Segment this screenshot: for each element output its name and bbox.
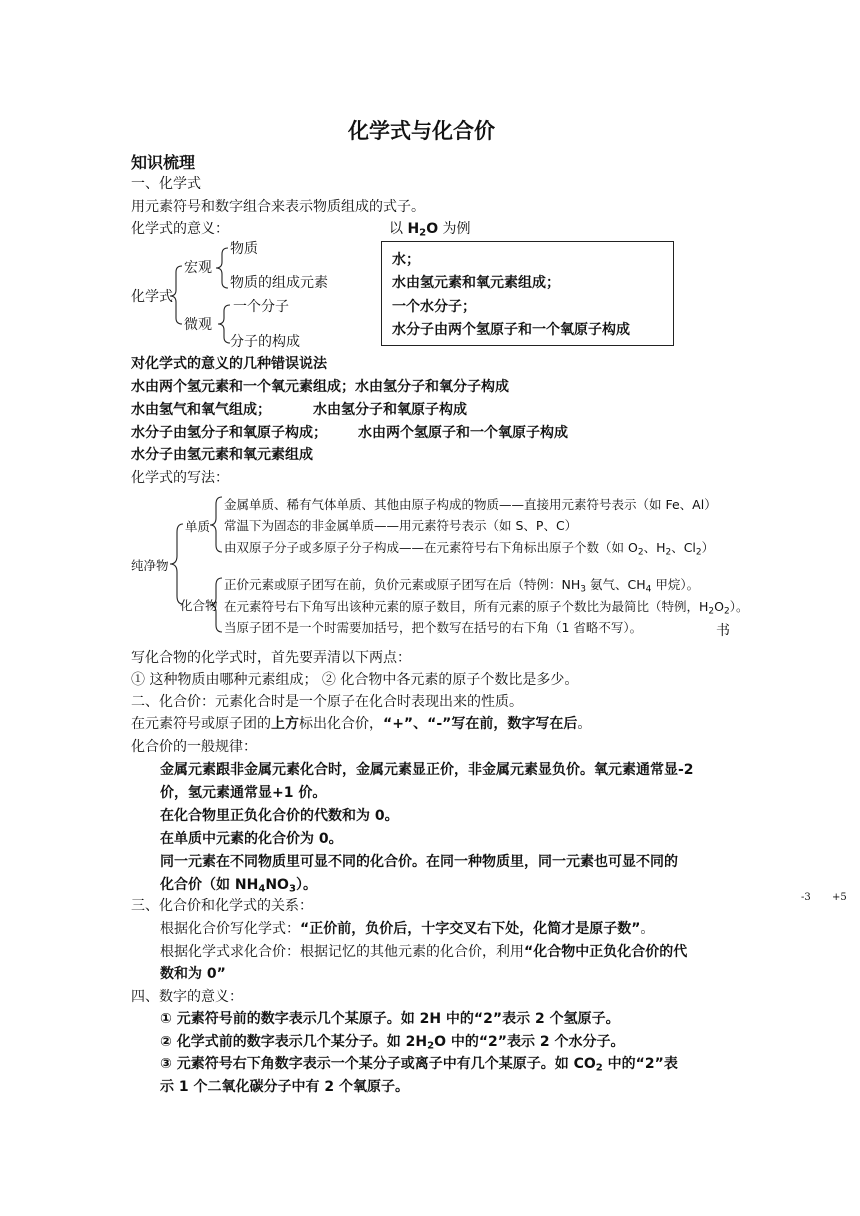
writing-compound-item: 在元素符号右下角写出该种元素的原子数目，所有元素的原子个数比为最简比（特例，$H_2O_2$）。 bbox=[224, 599, 749, 617]
rule-line: 金属元素跟非金属元素化合时，金属元素显正价，非金属元素显负价。氧元素通常显-2 bbox=[160, 762, 694, 778]
relation-line: 数和为 0” bbox=[160, 966, 226, 982]
relation-line: 根据化合价写化学式：“正价前，负价后，十字交叉右下处，化简才是原子数”。 bbox=[160, 921, 655, 937]
number-meaning-item: ③ 元素符号右下角数字表示一个某分子或离子中有几个某原子。如 $CO_2$ 中的“2”表 bbox=[160, 1056, 678, 1074]
example-suffix: 为例 bbox=[438, 221, 471, 237]
writing-compound-item: 正价元素或原子团写在前，负价元素或原子团写在后（特例：$NH_3$ 氨气、$CH_4$ 甲烷）。 bbox=[224, 577, 700, 595]
number-meaning-item: ② 化学式前的数字表示几个某分子。如 $2H_2O$ 中的“2”表示 2 个水分子。 bbox=[160, 1034, 625, 1052]
side-char: 书 bbox=[716, 623, 730, 639]
definition-text: 用元素符号和数字组合来表示物质组成的式子。 bbox=[131, 199, 425, 215]
section4-title: 四、数字的意义： bbox=[131, 989, 243, 1005]
error-line: 水由两个氢元素和一个氧元素组成；水由氢分子和氧分子构成 bbox=[131, 379, 509, 395]
tree-micro: 微观 bbox=[184, 317, 212, 333]
example-box-line: 一个水分子； bbox=[392, 299, 476, 315]
rule-line: 在化合物里正负化合价的代数和为 0。 bbox=[160, 808, 399, 824]
section-heading: 知识梳理 bbox=[131, 153, 196, 172]
number-meaning-item: ① 元素符号前的数字表示几个某原子。如 2H 中的“2”表示 2 个氢原子。 bbox=[160, 1011, 620, 1027]
tree-macro: 宏观 bbox=[184, 260, 212, 276]
example-box-line: 水由氢元素和氧元素组成； bbox=[392, 275, 560, 291]
number-meaning-item: 示 1 个二氧化碳分子中有 2 个氧原子。 bbox=[160, 1079, 409, 1095]
writing-elemental-item: 金属单质、稀有气体单质、其他由原子构成的物质——直接用元素符号表示（如 Fe、Al） bbox=[224, 497, 717, 512]
writing-elemental-item: 常温下为固态的非金属单质——用元素符号表示（如 S、P、C） bbox=[224, 518, 578, 533]
writing-root: 纯净物 bbox=[131, 558, 169, 573]
tree-micro-item: 分子的构成 bbox=[230, 334, 300, 350]
section3-title: 三、化合价和化学式的关系： bbox=[131, 898, 313, 914]
tree-root: 化学式 bbox=[131, 289, 173, 305]
margin-note: -3 bbox=[801, 892, 811, 903]
errors-title: 对化学式的意义的几种错误说法 bbox=[131, 356, 327, 372]
writing-elemental: 单质 bbox=[185, 519, 211, 534]
tree-micro-item: 一个分子 bbox=[233, 299, 289, 315]
mark-rule: 在元素符号或原子团的上方标出化合价，“+”、“-”写在前，数字写在后。 bbox=[131, 716, 592, 732]
compound-note: 写化合物的化学式时，首先要弄清以下两点： bbox=[131, 650, 411, 666]
tree-macro-item: 物质的组成元素 bbox=[230, 275, 328, 291]
rule-line: 化合价（如 $NH_4NO_3$）。 bbox=[160, 877, 317, 895]
tree-macro-item: 物质 bbox=[230, 241, 258, 257]
page-title: 化学式与化合价 bbox=[348, 119, 495, 143]
error-line: 水由两个氢原子和一个氧原子构成 bbox=[358, 425, 568, 441]
example-box-line: 水； bbox=[392, 252, 420, 268]
rule-line: 同一元素在不同物质里可显不同的化合价。在同一种物质里，同一元素也可显不同的 bbox=[160, 854, 678, 870]
writing-compound: 化合物 bbox=[180, 598, 218, 613]
error-line: 水分子由氢分子和氧原子构成； bbox=[131, 425, 327, 441]
rule-line: 价，氢元素通常显+1 价。 bbox=[160, 785, 327, 801]
error-line: 水由氢分子和氧原子构成 bbox=[313, 402, 467, 418]
relation-line: 根据化学式求化合价：根据记忆的其他元素的化合价，利用“化合物中正负化合价的代 bbox=[160, 944, 688, 960]
writing-compound-item: 当原子团不是一个时需要加括号，把个数写在括号的右下角（1 省略不写）。 bbox=[224, 620, 643, 635]
meaning-label: 化学式的意义： bbox=[131, 221, 229, 237]
rules-label: 化合价的一般规律： bbox=[131, 739, 257, 755]
example-formula: $H_2O$ bbox=[407, 221, 439, 239]
writing-elemental-item: 由双原子分子或多原子分子构成——在元素符号右下角标出原子个数（如 $O_2$、$H_2$、$Cl_2$） bbox=[224, 540, 715, 558]
error-line: 水由氢气和氧气组成； bbox=[131, 402, 271, 418]
margin-note: +5 bbox=[832, 892, 847, 903]
section2-title: 二、化合价：元素化合时是一个原子在化合时表现出来的性质。 bbox=[131, 694, 523, 710]
writing-label: 化学式的写法： bbox=[131, 470, 229, 486]
example-box-line: 水分子由两个氢原子和一个氧原子构成 bbox=[392, 322, 630, 338]
example-prefix: 以 bbox=[389, 221, 408, 237]
error-line: 水分子由氢元素和氧元素组成 bbox=[131, 447, 313, 463]
section1-title: 一、化学式 bbox=[131, 176, 201, 192]
compound-points: ① 这种物质由哪种元素组成； ② 化合物中各元素的原子个数比是多少。 bbox=[131, 672, 579, 688]
rule-line: 在单质中元素的化合价为 0。 bbox=[160, 831, 343, 847]
